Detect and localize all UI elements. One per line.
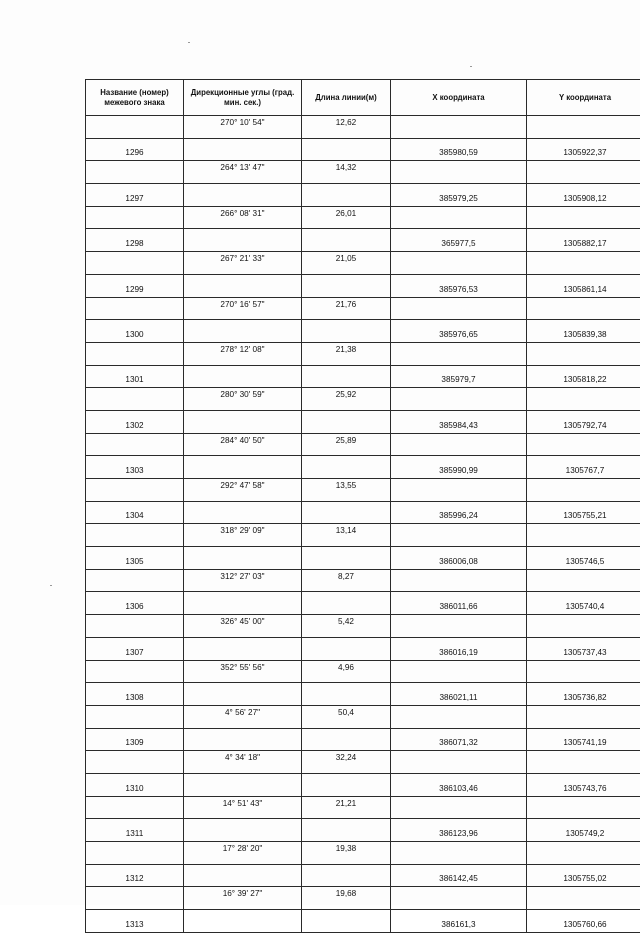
table-cell: [184, 773, 302, 796]
y-coordinate-cell: 1305736,82: [527, 683, 640, 706]
length-cell: 21,38: [302, 342, 391, 365]
table-cell: [527, 116, 640, 139]
point-name-cell: 1311: [86, 819, 184, 842]
table-cell: [184, 819, 302, 842]
angle-cell: 318° 29' 09": [184, 524, 302, 547]
table-cell: [302, 501, 391, 524]
table-cell: [184, 728, 302, 751]
table-cell: [391, 615, 527, 638]
table-cell: [527, 569, 640, 592]
table-cell: [302, 365, 391, 388]
table-row: [86, 433, 640, 456]
table-cell: [391, 524, 527, 547]
length-cell: 26,01: [302, 206, 391, 229]
table-cell: [86, 297, 184, 320]
table-cell: [86, 796, 184, 819]
table-cell: [391, 887, 527, 910]
x-coordinate-cell: 385976,53: [391, 274, 527, 297]
x-coordinate-cell: 386071,32: [391, 728, 527, 751]
table-cell: [184, 501, 302, 524]
x-coordinate-cell: 386021,11: [391, 683, 527, 706]
table-cell: [86, 388, 184, 411]
y-coordinate-cell: 1305908,12: [527, 184, 640, 207]
table-cell: [391, 342, 527, 365]
angle-cell: 284° 40' 50": [184, 433, 302, 456]
table-cell: [302, 910, 391, 933]
angle-cell: 4° 56' 27": [184, 705, 302, 728]
table-cell: [86, 252, 184, 275]
table-row: [86, 138, 640, 161]
table-cell: [302, 138, 391, 161]
table-row: [86, 569, 640, 592]
x-coordinate-cell: 385990,99: [391, 456, 527, 479]
y-coordinate-cell: 1305818,22: [527, 365, 640, 388]
table-cell: [391, 479, 527, 502]
table-row: [86, 796, 640, 819]
table-row: [86, 842, 640, 865]
table-cell: [391, 751, 527, 774]
x-coordinate-cell: 385980,59: [391, 138, 527, 161]
point-name-cell: 1306: [86, 592, 184, 615]
y-coordinate-cell: 1305740,4: [527, 592, 640, 615]
table-row: [86, 161, 640, 184]
length-cell: 13,14: [302, 524, 391, 547]
angle-cell: 352° 55' 56": [184, 660, 302, 683]
table-cell: [184, 637, 302, 660]
length-cell: 19,38: [302, 842, 391, 865]
table-cell: [184, 229, 302, 252]
table-cell: [184, 592, 302, 615]
x-coordinate-cell: 385979,7: [391, 365, 527, 388]
angle-cell: 312° 27' 03": [184, 569, 302, 592]
table-cell: [86, 751, 184, 774]
table-cell: [391, 569, 527, 592]
table-cell: [527, 796, 640, 819]
table-row: [86, 342, 640, 365]
table-row: [86, 637, 640, 660]
table-cell: [302, 819, 391, 842]
length-cell: 50,4: [302, 705, 391, 728]
table-cell: [86, 705, 184, 728]
table-cell: [86, 887, 184, 910]
x-coordinate-cell: 386123,96: [391, 819, 527, 842]
y-coordinate-cell: 1305755,21: [527, 501, 640, 524]
table-cell: [184, 365, 302, 388]
scan-speck: [470, 66, 472, 67]
angle-cell: 264° 13' 47": [184, 161, 302, 184]
table-row: [86, 728, 640, 751]
point-name-cell: 1300: [86, 320, 184, 343]
table-cell: [184, 456, 302, 479]
table-row: [86, 274, 640, 297]
table-cell: [527, 252, 640, 275]
table-cell: [527, 479, 640, 502]
table-cell: [527, 615, 640, 638]
x-coordinate-cell: 386161,3: [391, 910, 527, 933]
angle-cell: 278° 12' 08": [184, 342, 302, 365]
point-name-cell: 1312: [86, 864, 184, 887]
length-cell: 19,68: [302, 887, 391, 910]
table-row: [86, 206, 640, 229]
table-row: [86, 388, 640, 411]
point-name-cell: 1307: [86, 637, 184, 660]
angle-cell: 326° 45' 00": [184, 615, 302, 638]
table-cell: [527, 660, 640, 683]
angle-cell: 267° 21' 33": [184, 252, 302, 275]
angle-cell: 270° 10' 54": [184, 116, 302, 139]
table-cell: [391, 705, 527, 728]
scan-speck: [50, 585, 52, 586]
table-row: [86, 864, 640, 887]
table-cell: [302, 864, 391, 887]
table-cell: [391, 116, 527, 139]
table-header-row: [86, 80, 640, 116]
table-row: [86, 683, 640, 706]
table-cell: [527, 705, 640, 728]
table-cell: [184, 274, 302, 297]
table-cell: [184, 138, 302, 161]
table-cell: [302, 274, 391, 297]
x-coordinate-cell: 385996,24: [391, 501, 527, 524]
y-coordinate-cell: 1305767,7: [527, 456, 640, 479]
point-name-cell: 1302: [86, 410, 184, 433]
table-row: [86, 184, 640, 207]
point-name-cell: 1297: [86, 184, 184, 207]
table-cell: [302, 592, 391, 615]
point-name-cell: 1301: [86, 365, 184, 388]
table-row: [86, 365, 640, 388]
length-cell: 4,96: [302, 660, 391, 683]
angle-cell: 266° 08' 31": [184, 206, 302, 229]
table-cell: [527, 388, 640, 411]
table-cell: [527, 433, 640, 456]
y-coordinate-cell: 1305746,5: [527, 547, 640, 570]
y-coordinate-cell: 1305839,38: [527, 320, 640, 343]
table-cell: [86, 569, 184, 592]
point-name-cell: 1310: [86, 773, 184, 796]
y-coordinate-cell: 1305741,19: [527, 728, 640, 751]
length-cell: 8,27: [302, 569, 391, 592]
y-coordinate-cell: 1305749,2: [527, 819, 640, 842]
table-cell: [86, 433, 184, 456]
table-cell: [391, 842, 527, 865]
table-row: [86, 456, 640, 479]
point-name-cell: 1298: [86, 229, 184, 252]
table-cell: [527, 887, 640, 910]
table-row: [86, 297, 640, 320]
header-angle: Дирекционные углы (град. мин. сек.): [184, 80, 302, 116]
length-cell: 21,21: [302, 796, 391, 819]
y-coordinate-cell: 1305922,37: [527, 138, 640, 161]
x-coordinate-cell: 385979,25: [391, 184, 527, 207]
table-row: [86, 705, 640, 728]
table-row: [86, 116, 640, 139]
length-cell: 14,32: [302, 161, 391, 184]
point-name-cell: 1303: [86, 456, 184, 479]
table-cell: [391, 252, 527, 275]
length-cell: 21,05: [302, 252, 391, 275]
y-coordinate-cell: 1305743,76: [527, 773, 640, 796]
table-row: [86, 819, 640, 842]
table-body: [86, 116, 640, 933]
table-cell: [391, 796, 527, 819]
table-row: [86, 524, 640, 547]
table-cell: [184, 320, 302, 343]
table-cell: [86, 479, 184, 502]
table-cell: [391, 660, 527, 683]
table-cell: [184, 864, 302, 887]
table-cell: [527, 161, 640, 184]
table-cell: [184, 547, 302, 570]
table-row: [86, 252, 640, 275]
length-cell: 5,42: [302, 615, 391, 638]
table-cell: [527, 297, 640, 320]
length-cell: 13,55: [302, 479, 391, 502]
point-name-cell: 1304: [86, 501, 184, 524]
angle-cell: 4° 34' 18": [184, 751, 302, 774]
table-cell: [527, 342, 640, 365]
angle-cell: 14° 51' 43": [184, 796, 302, 819]
y-coordinate-cell: 1305755,02: [527, 864, 640, 887]
table-row: [86, 887, 640, 910]
table-cell: [527, 206, 640, 229]
table-cell: [184, 910, 302, 933]
angle-cell: 270° 16' 57": [184, 297, 302, 320]
x-coordinate-cell: 365977,5: [391, 229, 527, 252]
table-cell: [184, 683, 302, 706]
table-cell: [302, 184, 391, 207]
y-coordinate-cell: 1305861,14: [527, 274, 640, 297]
table-row: [86, 229, 640, 252]
angle-cell: 280° 30' 59": [184, 388, 302, 411]
table-cell: [302, 637, 391, 660]
table-cell: [86, 524, 184, 547]
table-cell: [302, 229, 391, 252]
header-x: X координата: [391, 80, 527, 116]
table-cell: [86, 116, 184, 139]
point-name-cell: 1305: [86, 547, 184, 570]
x-coordinate-cell: 386006,08: [391, 547, 527, 570]
point-name-cell: 1296: [86, 138, 184, 161]
length-cell: 21,76: [302, 297, 391, 320]
angle-cell: 17° 28' 20": [184, 842, 302, 865]
table-cell: [527, 751, 640, 774]
table-cell: [302, 410, 391, 433]
table-cell: [86, 342, 184, 365]
x-coordinate-cell: 385984,43: [391, 410, 527, 433]
x-coordinate-cell: 386011,66: [391, 592, 527, 615]
angle-cell: 16° 39' 27": [184, 887, 302, 910]
table-row: [86, 410, 640, 433]
scan-speck: [188, 42, 190, 43]
angle-cell: 292° 47' 58": [184, 479, 302, 502]
table-cell: [86, 615, 184, 638]
table-cell: [184, 184, 302, 207]
header-name: Название (номер) межевого знака: [86, 80, 184, 116]
header-length: Длина линии(м): [302, 80, 391, 116]
table-cell: [302, 728, 391, 751]
x-coordinate-cell: 386103,46: [391, 773, 527, 796]
table-cell: [391, 297, 527, 320]
table-cell: [86, 161, 184, 184]
point-name-cell: 1313: [86, 910, 184, 933]
table-cell: [86, 206, 184, 229]
table-cell: [302, 683, 391, 706]
y-coordinate-cell: 1305882,17: [527, 229, 640, 252]
point-name-cell: 1299: [86, 274, 184, 297]
y-coordinate-cell: 1305760,66: [527, 910, 640, 933]
table-cell: [86, 842, 184, 865]
point-name-cell: 1309: [86, 728, 184, 751]
table-row: [86, 479, 640, 502]
table-row: [86, 910, 640, 933]
table-row: [86, 320, 640, 343]
table-cell: [391, 206, 527, 229]
table-row: [86, 615, 640, 638]
table-cell: [302, 456, 391, 479]
y-coordinate-cell: 1305737,43: [527, 637, 640, 660]
header-y: Y координата: [527, 80, 640, 116]
length-cell: 25,92: [302, 388, 391, 411]
table-row: [86, 592, 640, 615]
x-coordinate-cell: 385976,65: [391, 320, 527, 343]
table-cell: [391, 161, 527, 184]
table-cell: [527, 524, 640, 547]
table-row: [86, 773, 640, 796]
table-cell: [86, 660, 184, 683]
x-coordinate-cell: 386142,45: [391, 864, 527, 887]
point-name-cell: 1308: [86, 683, 184, 706]
table-row: [86, 751, 640, 774]
length-cell: 25,89: [302, 433, 391, 456]
table-row: [86, 547, 640, 570]
table-cell: [302, 547, 391, 570]
x-coordinate-cell: 386016,19: [391, 637, 527, 660]
table-cell: [391, 388, 527, 411]
y-coordinate-cell: 1305792,74: [527, 410, 640, 433]
table-cell: [302, 320, 391, 343]
table-row: [86, 660, 640, 683]
coordinates-table: [85, 79, 640, 933]
table-cell: [302, 773, 391, 796]
table-cell: [527, 842, 640, 865]
table-row: [86, 501, 640, 524]
table-cell: [391, 433, 527, 456]
length-cell: 12,62: [302, 116, 391, 139]
table-cell: [184, 410, 302, 433]
length-cell: 32,24: [302, 751, 391, 774]
